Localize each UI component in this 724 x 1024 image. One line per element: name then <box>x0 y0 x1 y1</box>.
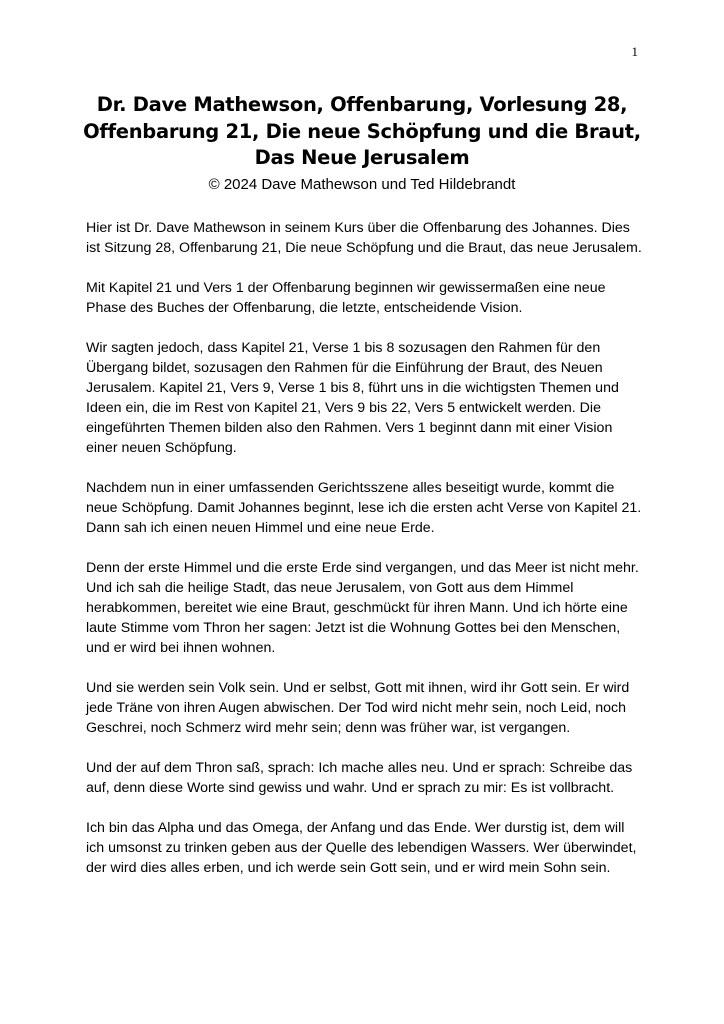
title-line-2: Offenbarung 21, Die neue Schöpfung und die Braut, <box>83 119 641 143</box>
title-line-3: Das Neue Jerusalem <box>254 146 470 169</box>
paragraph: Wir sagten jedoch, dass Kapitel 21, Verse 1 bis 8 sozusagen den Rahmen für den Übergang bildet, sozusagen den Rahmen für die Einführung der Braut, des Neuen Jerusalem. Kapitel 21, Vers 9, Verse 1 bis 8, führt uns in die wichtigsten Themen und Ideen ein, die im Rest von Kapitel 21, Vers 9 bis 22, Vers 5 entwickelt werden. Die eingeführten Themen bilden also den Rahmen. Vers 1 beginnt dann mit einer Vision einer neuen Schöpfung. <box>86 340 619 456</box>
title-line-1: Dr. Dave Mathewson, Offenbarung, Vorlesung 28, <box>96 93 628 116</box>
paragraph: Denn der erste Himmel und die erste Erde sind vergangen, und das Meer ist nicht mehr. Und ich sah die heilige Stadt, das neue Jerusalem, von Gott aus dem Himmel herabkommen, bereitet wie eine Braut, geschmückt für ihren Mann. Und ich hörte eine laute Stimme vom Thron her sagen: Jetzt ist die Wohnung Gottes bei den Menschen, und er wird bei ihnen wohnen. <box>86 560 639 656</box>
page-number: 1 <box>631 44 638 59</box>
paragraph: Hier ist Dr. Dave Mathewson in seinem Kurs über die Offenbarung des Johannes. Dies ist Sitzung 28, Offenbarung 21, Die neue Schöpfung und die Braut, das neue Jerusalem. <box>86 220 642 256</box>
paragraph: Mit Kapitel 21 und Vers 1 der Offenbarung beginnen wir gewissermaßen eine neue Phase des Buches der Offenbarung, die letzte, entscheidende Vision. <box>86 280 606 316</box>
document-body <box>86 218 646 898</box>
paragraph: Und der auf dem Thron saß, sprach: Ich mache alles neu. Und er sprach: Schreibe das auf, denn diese Worte sind gewiss und wahr. Und er sprach zu mir: Es ist vollbracht. <box>86 760 633 796</box>
copyright-notice: © 2024 Dave Mathewson und Ted Hildebrandt <box>208 176 516 193</box>
paragraph: Nachdem nun in einer umfassenden Gerichtsszene alles beseitigt wurde, kommt die neue Schöpfung. Damit Johannes beginnt, lese ich die ersten acht Verse von Kapitel 21. Dann sah ich einen neuen Himmel und eine neue Erde. <box>86 480 642 536</box>
paragraph: Und sie werden sein Volk sein. Und er selbst, Gott mit ihnen, wird ihr Gott sein. Er wird jede Träne von ihren Augen abwischen. Der Tod wird nicht mehr sein, noch Leid, noch Geschrei, noch Schmerz wird mehr sein; denn was früher war, ist vergangen. <box>86 680 630 736</box>
document-title <box>0 92 724 172</box>
paragraph: Ich bin das Alpha und das Omega, der Anfang und das Ende. Wer durstig ist, dem will ich umsonst zu trinken geben aus der Quelle des lebendigen Wassers. Wer überwindet, der wird dies alles erben, und ich werde sein Gott sein, und er wird mein Sohn sein. <box>86 820 637 876</box>
